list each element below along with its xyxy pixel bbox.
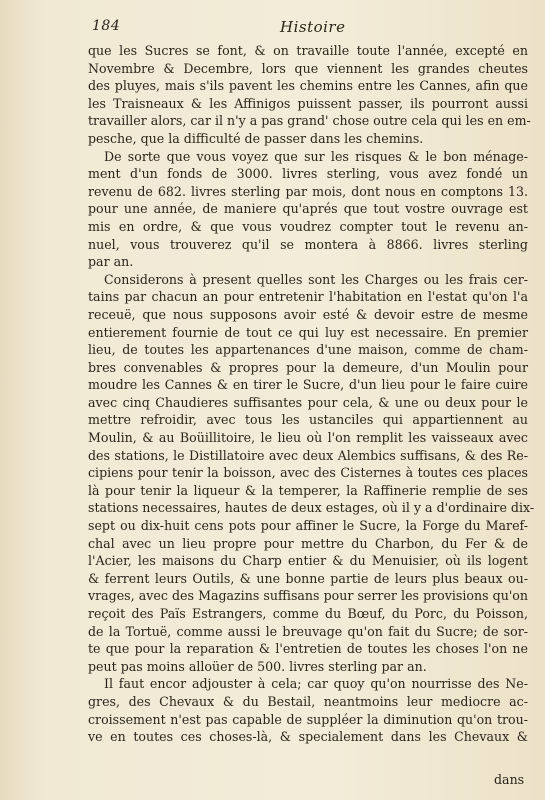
text-line: ment d'un fonds de 3000. livres sterling, vous avez fondé un [88, 166, 528, 182]
text-line: revenu de 682. livres sterling par mois, dont nous en comptons 13. [88, 183, 528, 199]
text-line: moudre les Cannes & en tirer le Sucre, d'un lieu pour le faire cuire [88, 377, 528, 393]
body-text [88, 42, 535, 746]
text-line: reçoit des Païs Estrangers, comme du Bœuf, du Porc, du Poisson, [88, 606, 528, 621]
text-line: Il faut encor adjouster à cela; car quoy qu'on nourrisse des Ne- [104, 676, 528, 692]
text-line: là pour tenir la liqueur & la temperer, la Raffinerie remplie de ses [88, 482, 528, 498]
text-line: des pluyes, mais s'ils pavent les chemins entre les Cannes, afin que [88, 78, 528, 94]
text-line: avec cinq Chaudieres suffisantes pour cela, & une ou deux pour le [88, 394, 528, 410]
text-line: pour une année, de maniere qu'aprés que tout vostre ouvrage est [88, 201, 528, 217]
text-line: lieu, de toutes les appartenances d'une maison, comme de cham- [88, 342, 528, 358]
text-line: stations necessaires, hautes de deux estages, où il y a d'ordinaire dix- [88, 500, 535, 516]
text-line: cipiens pour tenir la boisson, avec des Cisternes à toutes ces places [88, 465, 528, 481]
text-line: vrages, avec des Magazins suffisans pour serrer les provisions qu'on [88, 588, 528, 604]
text-line: & ferrent leurs Outils, & une bonne partie de leurs plus beaux ou- [88, 570, 528, 586]
text-line: chal avec un lieu propre pour mettre du Charbon, du Fer & de [88, 535, 528, 551]
text-line: bres convenables & propres pour la demeure, d'un Moulin pour [88, 359, 528, 375]
text-line: entierement fournie de tout ce qui luy est necessaire. En premier [88, 324, 528, 340]
text-line: sept ou dix-huit cens pots pour affiner le Sucre, la Forge du Maref- [88, 518, 528, 534]
text-line: pesche, que la difficulté de passer dans les chemins. [88, 130, 424, 146]
text-line: les Traisneaux & les Affinigos puissent passer, ils pourront aussi [88, 95, 528, 111]
text-line: Novembre & Decembre, lors que viennent les grandes cheutes [88, 60, 528, 76]
text-line: peut pas moins alloüer de 500. livres sterling par an. [88, 658, 427, 674]
page-number: 184 [92, 18, 121, 34]
text-line: tains par chacun an pour entretenir l'habitation en l'estat qu'on l'a [88, 289, 528, 305]
text-line: Moulin, & au Boüillitoire, le lieu où l'on remplit les vaisseaux avec [88, 430, 528, 446]
text-line: l'Acier, les maisons du Charp entier & du Menuisier, où ils logent [88, 553, 528, 569]
text-line: mis en ordre, & que vous voudrez compter tout le revenu an- [88, 218, 528, 234]
catchword: dans [494, 772, 525, 787]
text-line: que les Sucres se font, & on travaille toute l'année, excepté en [88, 43, 528, 58]
page-header [92, 18, 512, 40]
text-line: De sorte que vous voyez que sur les risques & le bon ménage- [104, 148, 528, 164]
text-line: travailler alors, car il n'y a pas grand' chose outre cela qui les en em- [88, 113, 531, 129]
text-line: Considerons à present quelles sont les Charges ou les frais cer- [104, 271, 528, 287]
text-line: gres, des Chevaux & du Bestail, neantmoins leur mediocre ac- [88, 693, 528, 709]
text-line: des stations, le Distillatoire avec deux Alembics suffisans, & des Re- [88, 447, 528, 463]
text-line: te que pour la reparation & l'entretien de toutes les choses l'on ne [88, 641, 528, 657]
text-line: mettre refroidir, avec tous les ustanciles qui appartiennent au [88, 412, 528, 428]
text-line: nuel, vous trouverez qu'il se montera à 8866. livres sterling [88, 236, 528, 252]
text-line: de la Tortuë, comme aussi le breuvage qu'on fait du Sucre; de sor- [88, 623, 528, 639]
text-line: croissement n'est pas capable de suppléer la diminution qu'on trou- [88, 711, 528, 727]
text-line: receuë, que nous supposons avoir esté & devoir estre de mesme [88, 306, 528, 322]
text-line: ve en toutes ces choses-là, & specialement dans les Chevaux & [88, 729, 528, 745]
running-title: Histoire [280, 18, 346, 36]
text-line: par an. [88, 254, 134, 270]
